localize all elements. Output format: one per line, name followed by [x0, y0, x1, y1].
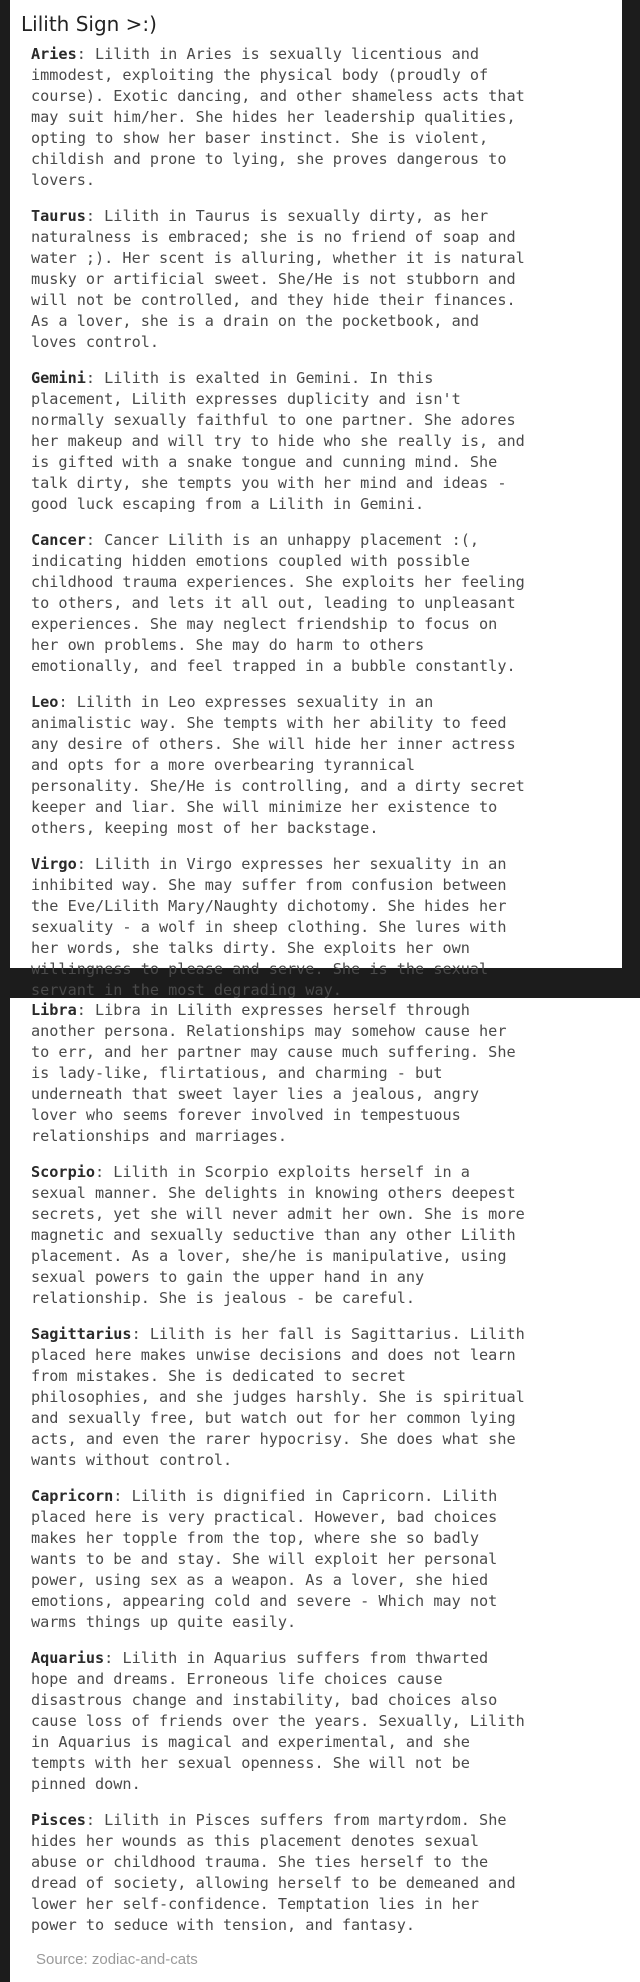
sign-description: : Lilith in Taurus is sexually dirty, as her naturalness is embraced; she is no friend of soap and water ;). Her scent is alluring, whether it is natural musky or artificial sweet. She/He is not stubborn and will not be controlled, and they hide their finances. As a lover, she is a drain on the pocketbook, and loves control. — [31, 207, 525, 351]
entry-sagittarius — [31, 1324, 631, 1471]
sign-name: Sagittarius — [31, 1325, 132, 1343]
entry-pisces — [31, 1810, 631, 1936]
sign-description: : Libra in Lilith expresses herself through another persona. Relationships may somehow cause her to err, and her partner may cause much suffering. She is lady-like, flirtatious, and charming - but underneath that sweet layer lies a jealous, angry lover who seems forever involved in tempestuous relationships and marriages. — [31, 1001, 516, 1145]
sign-name: Aries — [31, 45, 77, 63]
entry-aquarius — [31, 1648, 631, 1795]
sign-name: Cancer — [31, 531, 86, 549]
sign-description: : Lilith in Leo expresses sexuality in an animalistic way. She tempts with her ability to feed any desire of others. She will hide her inner actress and opts for a more overbearing tyrannical personality. She/He is controlling, and a dirty secret keeper and liar. She will minimize her existence to others, keeping most of her backstage. — [31, 693, 525, 837]
entry-libra — [31, 1000, 631, 1147]
entry-virgo — [31, 854, 615, 1001]
entry-leo — [31, 692, 615, 839]
sign-description: : Lilith is dignified in Capricorn. Lilith placed here is very practical. However, bad choices makes her topple from the top, where she so badly wants to be and stay. She will exploit her personal power, using sex as a weapon. As a lover, she hied emotions, appearing cold and severe - Which may not warms things up quite easily. — [31, 1487, 498, 1631]
sign-description: : Lilith is her fall is Sagittarius. Lilith placed here makes unwise decisions and does not learn from mistakes. She is dedicated to secret philosophies, and she judges harshly. She is spiritual and sexually free, but watch out for her common lying acts, and even the rarer hypocrisy. She does what she wants without control. — [31, 1325, 525, 1469]
entry-scorpio — [31, 1162, 631, 1309]
sign-name: Leo — [31, 693, 59, 711]
sign-description: : Lilith in Pisces suffers from martyrdom. She hides her wounds as this placement denotes sexual abuse or childhood trauma. She ties herself to the dread of society, allowing herself to be demeaned and lower her self-confidence. Temptation lies in her power to seduce with tension, and fantasy. — [31, 1811, 516, 1934]
sign-name: Pisces — [31, 1811, 86, 1829]
source-credit: Source: zodiac-and-cats — [36, 1951, 198, 1968]
entry-gemini — [31, 368, 615, 515]
sign-description: : Lilith in Aquarius suffers from thwarted hope and dreams. Erroneous life choices cause disastrous change and instability, bad choices also cause loss of friends over the years. Sexually, Lilith in Aquarius is magical and experimental, and she tempts with her sexual openness. She will not be pinned down. — [31, 1649, 525, 1793]
entry-taurus — [31, 206, 615, 353]
sign-name: Scorpio — [31, 1163, 96, 1181]
sign-description: : Lilith in Virgo expresses her sexuality in an inhibited way. She may suffer from confusion between the Eve/Lilith Mary/Naughty dichotomy. She hides her sexuality - a wolf in sheep clothing. She lures with her words, she talks dirty. She exploits her own willingness to please and serve. She is the sexual servant in the most degrading way. — [31, 855, 507, 999]
sign-name: Aquarius — [31, 1649, 105, 1667]
sign-list-top — [31, 44, 615, 1016]
sign-name: Gemini — [31, 369, 86, 387]
sign-list-bottom — [31, 1000, 631, 1951]
sign-name: Taurus — [31, 207, 86, 225]
entry-capricorn — [31, 1486, 631, 1633]
entry-cancer — [31, 530, 615, 677]
sign-description: : Lilith is exalted in Gemini. In this placement, Lilith expresses duplicity and isn't normally sexually faithful to one partner. She adores her makeup and will try to hide who she really is, and is gifted with a snake tongue and cunning mind. She talk dirty, she tempts you with her mind and ideas - good luck escaping from a Lilith in Gemini. — [31, 369, 525, 513]
sign-name: Libra — [31, 1001, 77, 1019]
sign-name: Virgo — [31, 855, 77, 873]
sign-description: : Lilith in Scorpio exploits herself in a sexual manner. She delights in knowing others deepest secrets, yet she will never admit her own. She is more magnetic and sexually seductive than any other Lilith placement. As a lover, she/he is manipulative, using sexual powers to gain the upper hand in any relationship. She is jealous - be careful. — [31, 1163, 525, 1307]
sign-description: : Lilith in Aries is sexually licentious and immodest, exploiting the physical body (proudly of course). Exotic dancing, and other shameless acts that may suit him/her. She hides her leadership qualities, opting to show her baser instinct. She is violent, childish and prone to lying, she proves dangerous to lovers. — [31, 45, 525, 189]
sign-description: : Cancer Lilith is an unhappy placement :(, indicating hidden emotions coupled with possible childhood trauma experiences. She exploits her feeling to others, and lets it all out, leading to unpleasant experiences. She may neglect friendship to focus on her own problems. She may do harm to others emotionally, and feel trapped in a bubble constantly. — [31, 531, 525, 675]
entry-aries — [31, 44, 615, 191]
sign-name: Capricorn — [31, 1487, 114, 1505]
page-title: Lilith Sign >:) — [21, 12, 157, 36]
